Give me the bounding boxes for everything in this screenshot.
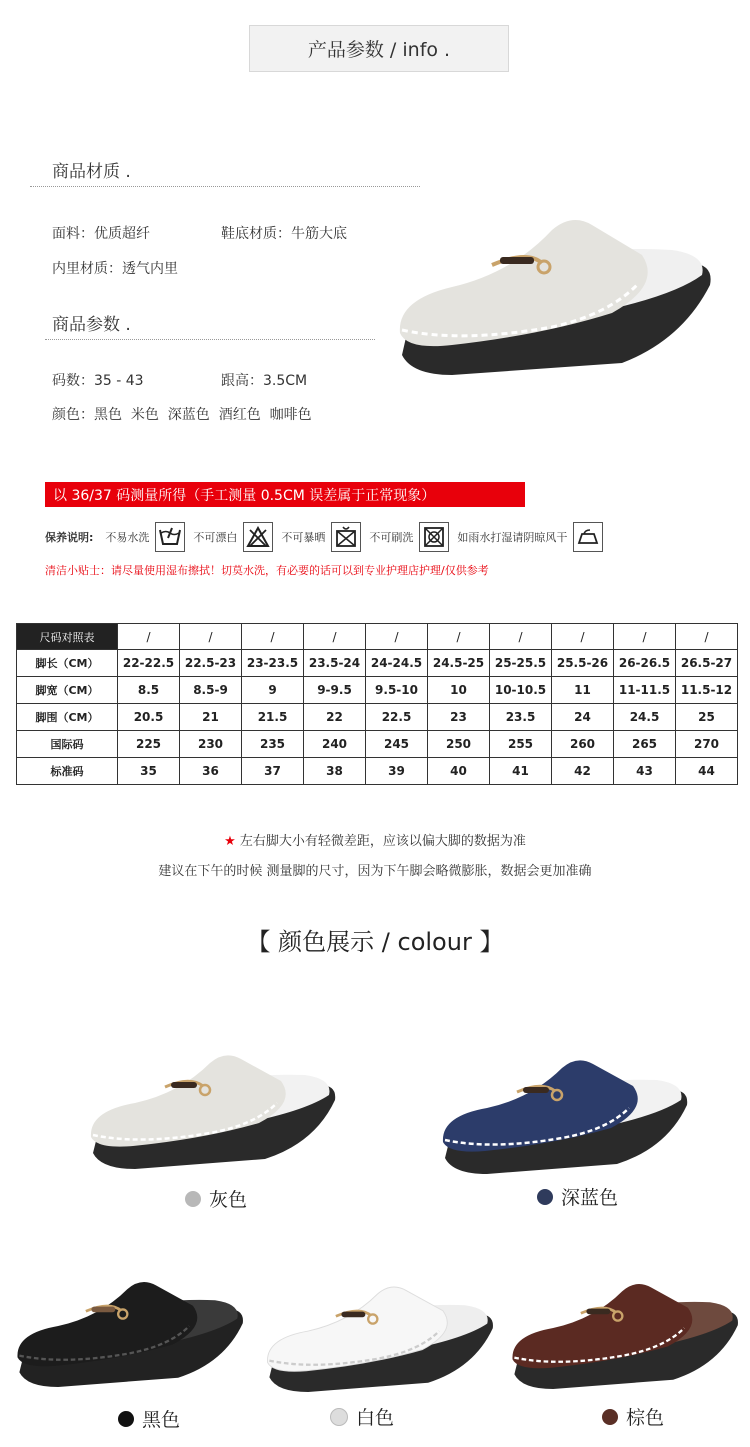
- params-title: 商品参数 .: [52, 315, 131, 335]
- care-item-bleach: 不可漂白: [185, 522, 273, 552]
- lining-field: 内里材质：透气内里: [52, 261, 178, 277]
- size-note-2: 建议在下午的时候 测量脚的尺寸，因为下午脚会略微膨胀，数据会更加准确: [158, 864, 592, 879]
- swatch-grey: 灰色: [185, 1185, 247, 1212]
- swatch-dot: [330, 1408, 348, 1426]
- care-instructions: [45, 520, 705, 554]
- care-item-wash: 不易水洗: [97, 522, 185, 552]
- swatch-dot: [185, 1191, 201, 1207]
- iron-icon: [573, 522, 603, 552]
- colors-field: 颜色：黑色 米色 深蓝色 酒红色 咖啡色: [52, 407, 312, 423]
- care-label: 保养说明:: [45, 531, 94, 544]
- table-row: 尺码对照表 / / / / / / / / / /: [17, 624, 738, 650]
- size-note-1: ★ 左右脚大小有轻微差距，应该以偏大脚的数据为准: [224, 834, 526, 849]
- no-bleach-icon: [243, 522, 273, 552]
- fabric-field: 面料：优质超纤: [52, 226, 150, 242]
- size-chart-table: [16, 623, 738, 785]
- swatch-brown: 棕色: [602, 1403, 664, 1430]
- wash-icon: [155, 522, 185, 552]
- colour-section-title: 【 颜色展示 / colour 】: [246, 928, 504, 956]
- params-divider: [45, 339, 375, 340]
- white-shoe-image: [262, 1275, 502, 1400]
- brown-shoe-image: [507, 1272, 747, 1397]
- swatch-dot: [602, 1409, 618, 1425]
- size-range-field: 码数：35 - 43: [52, 373, 144, 389]
- swatch-dot: [537, 1189, 553, 1205]
- cleaning-tip: 清洁小贴士：请尽量使用湿布擦拭！切莫水洗，有必要的话可以到专业护理店护理/仅供参考: [45, 564, 489, 577]
- table-row: 脚宽（CM） 8.5 8.5-9 9 9-9.5 9.5-10 10 10-10.5 11 11-11.5 11.5-12: [17, 677, 738, 704]
- table-row: 脚长（CM） 22-22.5 22.5-23 23-23.5 23.5-24 24-24.5 24.5-25 25-25.5 25.5-26 26-26.5 26.5-27: [17, 650, 738, 677]
- sole-material-field: 鞋底材质：牛筋大底: [221, 226, 347, 242]
- no-sun-icon: [331, 522, 361, 552]
- no-brush-icon: [419, 522, 449, 552]
- swatch-black: 黑色: [118, 1405, 180, 1432]
- size-chart-title: 尺码对照表: [17, 624, 118, 650]
- swatch-white: 白色: [330, 1403, 394, 1430]
- material-title: 商品材质 .: [52, 162, 131, 182]
- star-icon: ★: [224, 834, 236, 849]
- table-row: 脚围（CM） 20.5 21 21.5 22 22.5 23 23.5 24 24.5 25: [17, 704, 738, 731]
- swatch-navy: 深蓝色: [537, 1183, 618, 1210]
- hero-shoe-image: [392, 205, 722, 385]
- care-item-dry: 如雨水打湿请阴晾风干: [449, 522, 603, 552]
- material-divider: [30, 186, 420, 187]
- table-row: 标准码 35 36 37 38 39 40 41 42 43 44: [17, 758, 738, 785]
- swatch-dot: [118, 1411, 134, 1427]
- measurement-banner: 以 36/37 码测量所得（手工测量 0.5CM 误差属于正常现象）: [45, 482, 525, 507]
- table-row: 国际码 225 230 235 240 245 250 255 260 265 270: [17, 731, 738, 758]
- care-item-sun: 不可暴晒: [273, 522, 361, 552]
- info-header-title: 产品参数 / info .: [307, 39, 451, 61]
- care-item-brush: 不可刷洗: [361, 522, 449, 552]
- info-header: [249, 25, 509, 72]
- navy-shoe-image: [437, 1050, 697, 1180]
- black-shoe-image: [12, 1270, 252, 1395]
- heel-height-field: 跟高：3.5CM: [221, 373, 308, 389]
- grey-shoe-image: [85, 1045, 345, 1175]
